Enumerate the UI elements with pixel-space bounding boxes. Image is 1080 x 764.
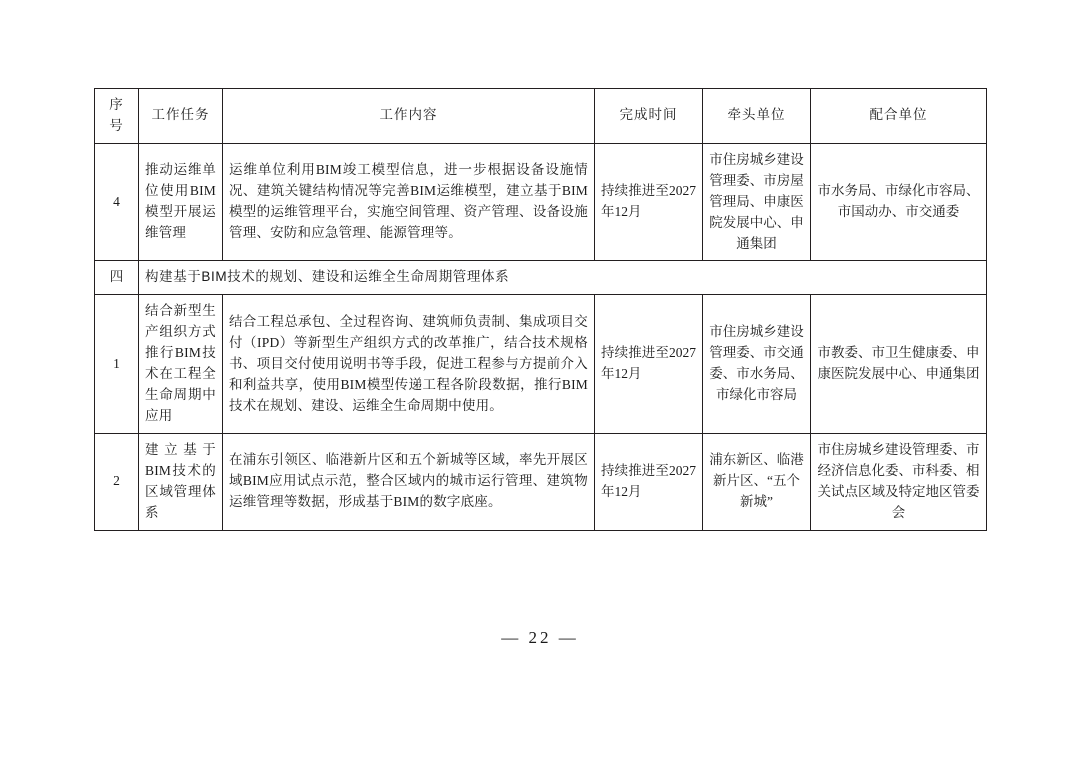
cell-content: 结合工程总承包、全过程咨询、建筑师负责制、集成项目交付（IPD）等新型生产组织方式的改革推广，结合技术规格书、项目交付使用说明书等手段，促进工程参与方提前介入和利益共享，使用BIM模型传递工程各阶段数据，推行BIM技术在规划、建设、运维全生命周期中使用。 [223,295,595,434]
work-tasks-table [94,88,987,531]
cell-seq: 2 [95,433,139,530]
table-row [95,295,987,434]
page-number: — 22 — [501,628,579,647]
cell-task: 结合新型生产组织方式推行BIM技术在工程全生命周期中应用 [139,295,223,434]
cell-content: 在浦东引领区、临港新片区和五个新城等区域，率先开展区域BIM应用试点示范，整合区域内的城市运行管理、建筑物运维管理等数据，形成基于BIM的数字底座。 [223,433,595,530]
column-header-seq-line2: 号 [109,117,124,133]
cell-seq: 4 [95,143,139,261]
column-header-lead-unit: 牵头单位 [703,89,811,144]
column-header-seq-line1: 序 [109,97,124,112]
cell-deadline: 持续推进至2027年12月 [595,433,703,530]
cell-section-seq: 四 [95,261,139,295]
table-body [95,143,987,530]
cell-lead-unit: 市住房城乡建设管理委、市房屋管理局、申康医院发展中心、申通集团 [703,143,811,261]
cell-lead-unit: 市住房城乡建设管理委、市交通委、市水务局、市绿化市容局 [703,295,811,434]
column-header-task: 工作任务 [139,89,223,144]
cell-support-unit: 市水务局、市绿化市容局、市国动办、市交通委 [811,143,987,261]
table-row [95,433,987,530]
cell-deadline: 持续推进至2027年12月 [595,143,703,261]
table-row [95,143,987,261]
table-header-row [95,89,987,144]
cell-content: 运维单位利用BIM竣工模型信息，进一步根据设备设施情况、建筑关键结构情况等完善BIM运维模型，建立基于BIM模型的运维管理平台，实施空间管理、资产管理、设备设施管理、安防和应急管理、能源管理等。 [223,143,595,261]
cell-section-title: 构建基于BIM技术的规划、建设和运维全生命周期管理体系 [139,261,987,295]
column-header-deadline: 完成时间 [595,89,703,144]
cell-deadline: 持续推进至2027年12月 [595,295,703,434]
cell-task: 建立基于BIM技术的区域管理体系 [139,433,223,530]
table-header [95,89,987,144]
cell-support-unit: 市住房城乡建设管理委、市经济信息化委、市科委、相关试点区域及特定地区管委会 [811,433,987,530]
table-section-row [95,261,987,295]
column-header-seq [95,89,139,144]
cell-lead-unit: 浦东新区、临港新片区、“五个新城” [703,433,811,530]
cell-seq: 1 [95,295,139,434]
cell-task: 推动运维单位使用BIM模型开展运维管理 [139,143,223,261]
column-header-content: 工作内容 [223,89,595,144]
cell-support-unit: 市教委、市卫生健康委、申康医院发展中心、申通集团 [811,295,987,434]
column-header-support-unit: 配合单位 [811,89,987,144]
